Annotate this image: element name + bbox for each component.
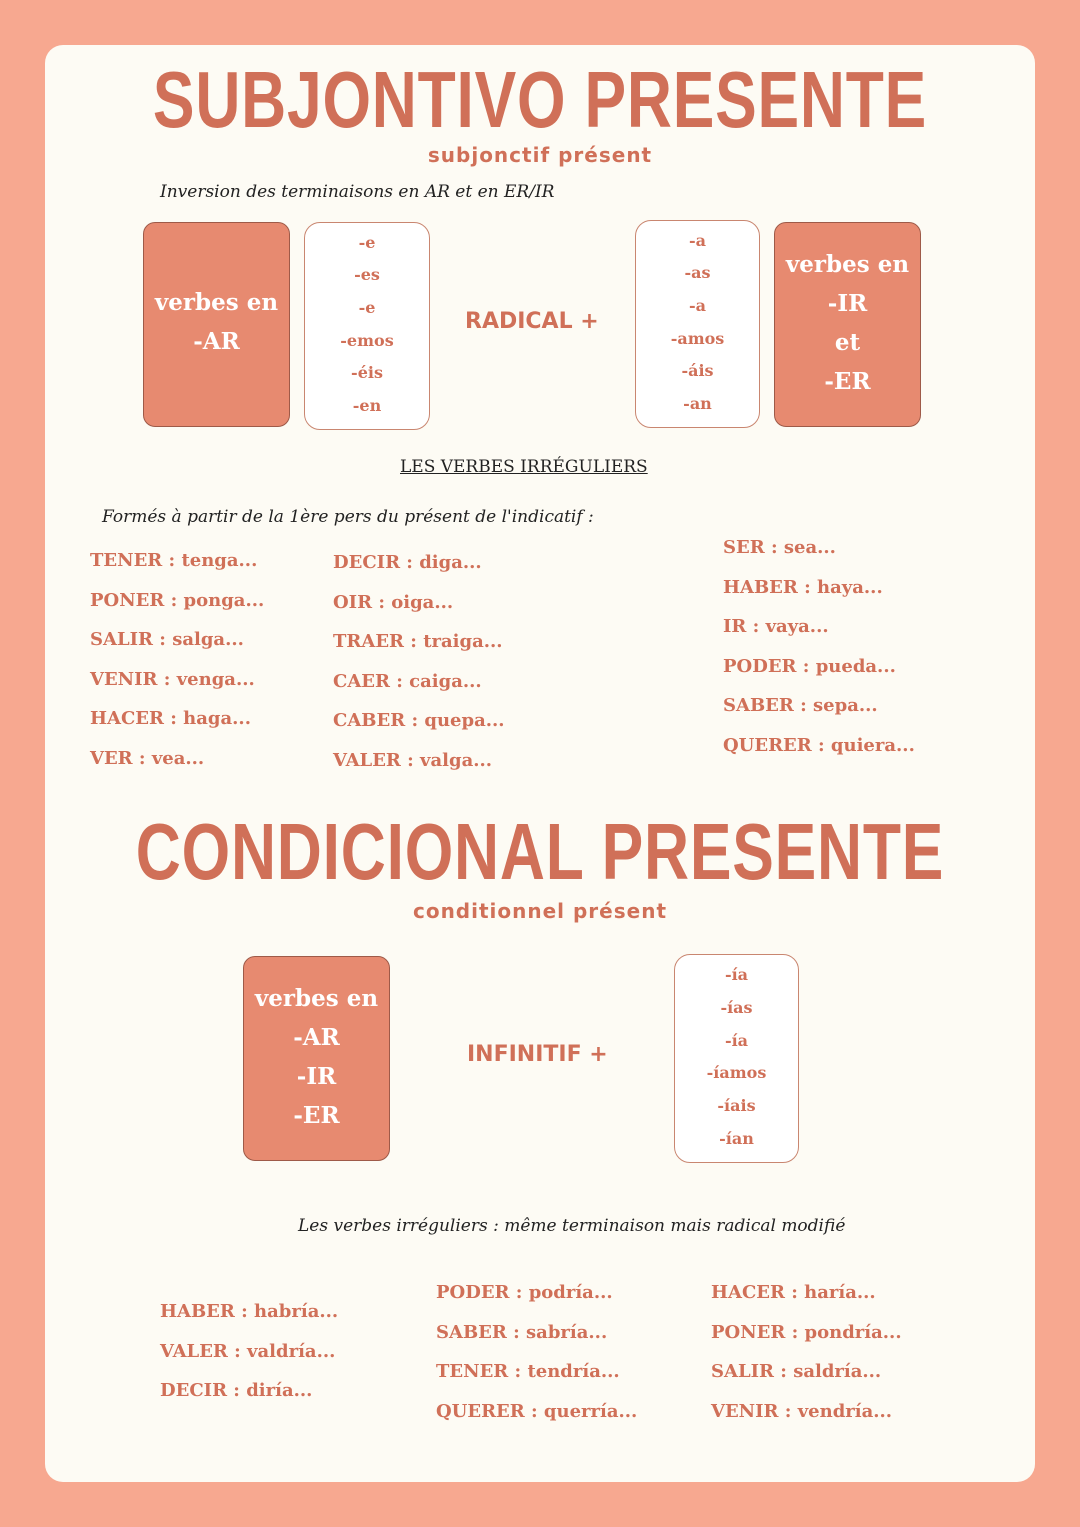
irregular-verb-item bbox=[333, 552, 482, 574]
irregular-heading: LES VERBES IRRÉGULIERS bbox=[400, 457, 648, 477]
verb-infinitive: QUERER : bbox=[723, 734, 831, 756]
irregular-verb-item bbox=[436, 1282, 613, 1304]
box-label: -ER bbox=[824, 368, 871, 395]
verb-infinitive: QUERER : bbox=[436, 1400, 544, 1422]
verb-infinitive: OIR : bbox=[333, 591, 392, 613]
verb-infinitive: DECIR : bbox=[333, 552, 420, 573]
irregular-verb-item bbox=[333, 631, 503, 653]
verb-infinitive: IR : bbox=[723, 616, 766, 637]
irregular-verb-item bbox=[711, 1322, 902, 1344]
verb-form: venga... bbox=[176, 668, 255, 690]
radical-label: RADICAL + bbox=[465, 309, 599, 334]
ending: -éis bbox=[351, 363, 383, 382]
verb-form: diría... bbox=[246, 1380, 313, 1401]
verb-form: habría... bbox=[254, 1301, 339, 1322]
verb-infinitive: PONER : bbox=[711, 1321, 805, 1343]
ending: -ía bbox=[724, 965, 749, 984]
verb-infinitive: CAER : bbox=[333, 670, 410, 692]
verbs-box bbox=[243, 956, 390, 1161]
ending: -amos bbox=[670, 329, 725, 348]
box-label: -ER bbox=[293, 1102, 340, 1129]
box-label: -IR bbox=[296, 1063, 337, 1090]
verb-form: valdría... bbox=[247, 1340, 336, 1362]
irregular-verb-item bbox=[333, 592, 453, 614]
irregular-verb-item bbox=[160, 1341, 335, 1363]
verb-infinitive: PONER : bbox=[90, 589, 184, 611]
irregular-verb-item bbox=[333, 750, 492, 772]
verb-form: diga... bbox=[419, 552, 482, 573]
conditional-irregular-note: Les verbes irréguliers : même terminaison mais radical modifié bbox=[298, 1216, 846, 1236]
verb-form: quiera... bbox=[830, 734, 915, 756]
verb-form: haga... bbox=[183, 708, 251, 729]
irregular-verb-item bbox=[90, 629, 244, 651]
verb-infinitive: SABER : bbox=[723, 695, 814, 716]
irregular-verb-item bbox=[333, 710, 505, 732]
box-label: et bbox=[834, 329, 861, 356]
verb-form: vendría... bbox=[797, 1400, 893, 1422]
verb-form: caiga... bbox=[409, 670, 482, 692]
subjuntivo-subtitle: subjonctif présent bbox=[427, 143, 653, 167]
verb-infinitive: VALER : bbox=[160, 1340, 248, 1362]
irregular-verb-item bbox=[723, 695, 878, 717]
ending: -ía bbox=[724, 1031, 749, 1050]
verb-infinitive: SALIR : bbox=[711, 1361, 794, 1382]
verb-infinitive: SER : bbox=[723, 537, 784, 558]
verb-form: sepa... bbox=[813, 695, 878, 716]
ending: -e bbox=[358, 233, 376, 252]
ending: -en bbox=[352, 396, 382, 415]
box-label: -IR bbox=[827, 290, 868, 317]
ar-endings-box bbox=[304, 222, 430, 430]
verb-form: traiga... bbox=[423, 631, 503, 652]
irregular-verb-item bbox=[90, 708, 251, 730]
ending: -e bbox=[358, 298, 376, 317]
verb-form: vea... bbox=[151, 747, 205, 769]
irregular-verb-item bbox=[333, 671, 482, 693]
verb-infinitive: HABER : bbox=[160, 1301, 255, 1322]
irregular-verb-item bbox=[160, 1301, 338, 1323]
verb-form: salga... bbox=[172, 629, 244, 650]
irregular-verb-item bbox=[90, 590, 264, 612]
ending: -ías bbox=[720, 998, 753, 1017]
subjuntivo-title: SUBJONTIVO PRESENTE bbox=[152, 55, 928, 144]
verb-infinitive: SABER : bbox=[436, 1321, 527, 1343]
ending: -a bbox=[688, 231, 706, 250]
verb-infinitive: PODER : bbox=[436, 1282, 529, 1303]
box-label: verbes en bbox=[154, 289, 279, 316]
verb-form: quepa... bbox=[424, 710, 505, 731]
verb-form: haya... bbox=[817, 576, 883, 598]
verb-infinitive: DECIR : bbox=[160, 1380, 247, 1401]
ending: -íais bbox=[717, 1096, 756, 1115]
verb-infinitive: CABER : bbox=[333, 710, 425, 731]
irregular-verb-item bbox=[90, 748, 204, 770]
irregular-verb-item bbox=[723, 616, 829, 638]
verb-infinitive: HACER : bbox=[90, 708, 184, 729]
ending: -as bbox=[684, 263, 711, 282]
irregular-verb-item bbox=[436, 1322, 607, 1344]
inversion-note: Inversion des terminaisons en AR et en ER/IR bbox=[160, 182, 555, 202]
ir-er-verbs-box bbox=[774, 222, 921, 427]
irregular-verb-item bbox=[160, 1380, 312, 1402]
verb-form: tendría... bbox=[527, 1361, 620, 1382]
ending: -a bbox=[688, 296, 706, 315]
ending: -an bbox=[683, 394, 712, 413]
verb-infinitive: PODER : bbox=[723, 655, 816, 677]
verb-infinitive: TENER : bbox=[90, 550, 182, 571]
ending: -emos bbox=[340, 331, 394, 350]
verb-infinitive: SALIR : bbox=[90, 629, 173, 650]
box-label: verbes en bbox=[785, 251, 910, 278]
verb-infinitive: HABER : bbox=[723, 576, 818, 598]
irregular-verb-item bbox=[90, 550, 257, 572]
verb-infinitive: HACER : bbox=[711, 1282, 805, 1303]
verb-form: vaya... bbox=[765, 616, 829, 637]
irregular-verb-item bbox=[436, 1401, 637, 1423]
ir-endings-box bbox=[635, 220, 760, 428]
irregular-verb-item bbox=[711, 1282, 876, 1304]
box-label: -AR bbox=[293, 1024, 340, 1051]
irregular-verb-item bbox=[436, 1361, 620, 1383]
ending: -áis bbox=[681, 361, 714, 380]
irregular-verb-item bbox=[723, 735, 915, 757]
box-label: verbes en bbox=[254, 985, 379, 1012]
box-label: -AR bbox=[193, 328, 240, 355]
verb-infinitive: VENIR : bbox=[711, 1400, 798, 1422]
conditional-endings-box bbox=[674, 954, 799, 1163]
verb-form: valga... bbox=[420, 749, 493, 771]
verb-form: pueda... bbox=[815, 655, 896, 677]
verb-form: podría... bbox=[528, 1282, 613, 1303]
verb-infinitive: TENER : bbox=[436, 1361, 528, 1382]
irregular-verb-item bbox=[723, 537, 836, 559]
irregular-verb-item bbox=[723, 656, 896, 678]
irregular-verb-item bbox=[711, 1361, 881, 1383]
verb-infinitive: VALER : bbox=[333, 749, 421, 771]
irregular-verb-item bbox=[90, 669, 255, 691]
verb-infinitive: VER : bbox=[90, 747, 152, 769]
verb-form: ponga... bbox=[183, 589, 265, 611]
condicional-title: CONDICIONAL PRESENTE bbox=[135, 807, 945, 896]
verb-form: pondría... bbox=[804, 1321, 902, 1343]
verb-infinitive: VENIR : bbox=[90, 668, 177, 690]
condicional-subtitle: conditionnel présent bbox=[412, 899, 668, 923]
ending: -íamos bbox=[706, 1063, 767, 1082]
verb-infinitive: TRAER : bbox=[333, 631, 424, 652]
verb-form: sea... bbox=[783, 537, 836, 558]
verb-form: haría... bbox=[804, 1282, 876, 1303]
verb-form: oiga... bbox=[391, 591, 454, 613]
verb-form: sabría... bbox=[526, 1321, 608, 1343]
irregular-verb-item bbox=[711, 1401, 892, 1423]
ar-verbs-box bbox=[143, 222, 290, 427]
irregular-verb-item bbox=[723, 577, 883, 599]
verb-form: querría... bbox=[543, 1400, 638, 1422]
ending: -es bbox=[354, 265, 380, 284]
infinitif-label: INFINITIF + bbox=[467, 1042, 608, 1067]
verb-form: tenga... bbox=[181, 550, 258, 571]
verb-form: saldría... bbox=[793, 1361, 882, 1382]
ending: -ían bbox=[719, 1129, 754, 1148]
irregular-note: Formés à partir de la 1ère pers du présent de l'indicatif : bbox=[102, 507, 594, 527]
